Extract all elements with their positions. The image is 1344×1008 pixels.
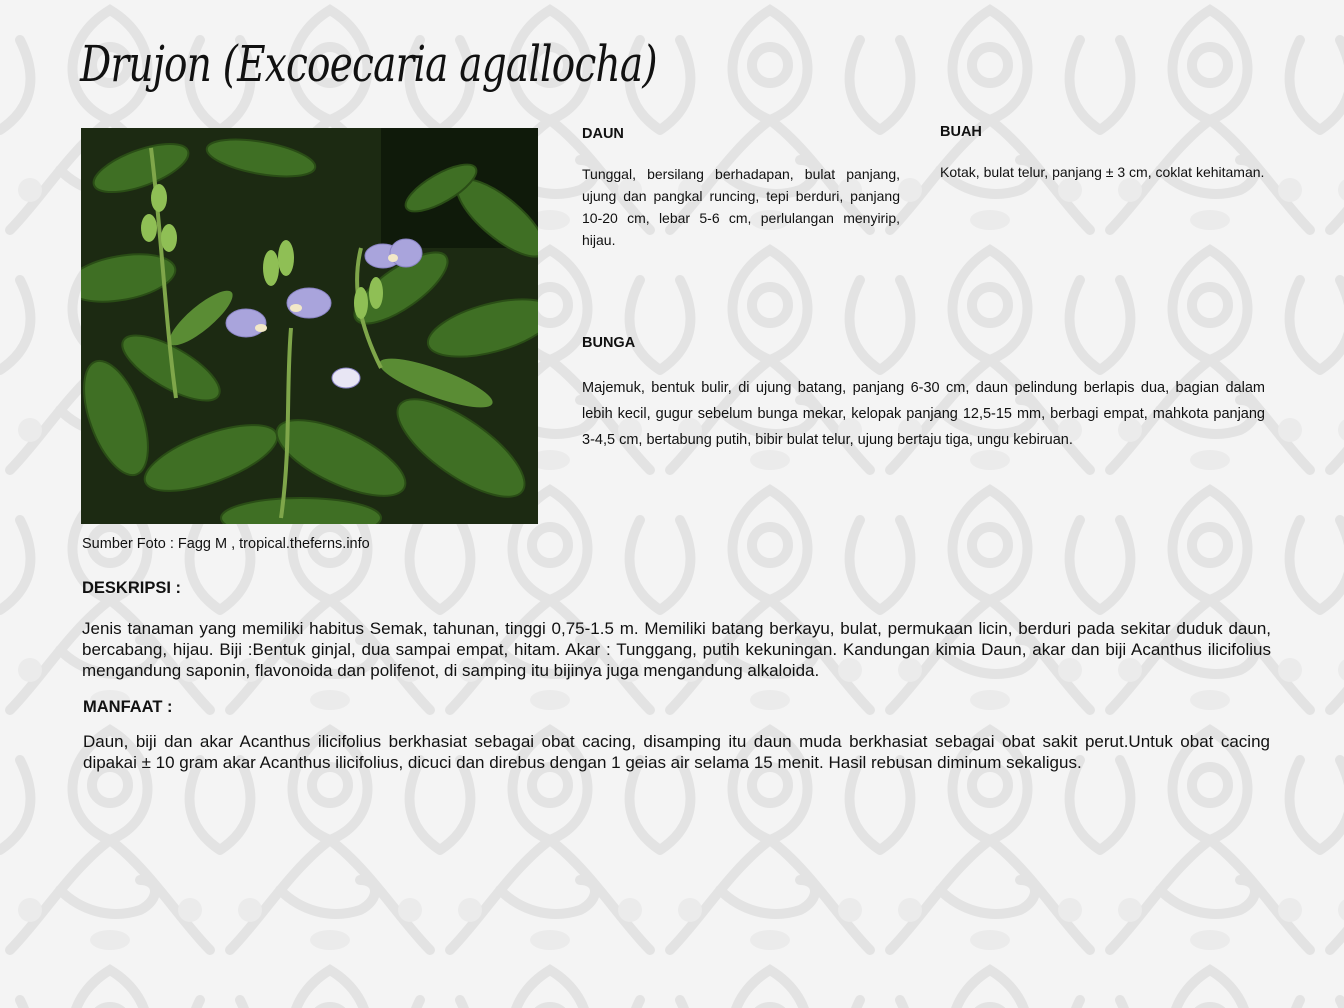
plant-photo: [81, 128, 538, 524]
deskripsi-label: DESKRIPSI :: [82, 579, 182, 597]
manfaat-text: Daun, biji dan akar Acanthus ilicifolius berkhasiat sebagai obat cacing, disamping itu daun muda berkhasiat sebagai obat sakit perut.Untuk obat cacing dipakai ± 10 gram akar Acanthus ilicifolius, dicuci dan direbus dengan 1 geias air selama 15 menit. Hasil rebusan diminum sekaligus.: [83, 732, 1270, 772]
photo-credit: Sumber Foto : Fagg M , tropical.theferns.info: [82, 536, 370, 552]
bunga-text: Majemuk, bentuk bulir, di ujung batang, panjang 6-30 cm, daun pelindung berlapis dua, bagian dalam lebih kecil, gugur sebelum bunga mekar, kelopak panjang 12,5-15 mm, berbagi empat, mahkota panjang 3-4,5 cm, bertabung putih, bibir bulat telur, ujung bertaju tiga, ungu kebiruan.: [582, 380, 1265, 448]
deskripsi-text: Jenis tanaman yang memiliki habitus Semak, tahunan, tinggi 0,75-1.5 m. Memiliki batang berkayu, bulat, permukaan licin, berduri pada sekitar duduk daun, bercabang, hijau. Biji :Bentuk ginjal, dua sampai empat, hitam. Akar : Tunggang, putih kekuningan. Kandungan kimia Daun, akar dan biji Acanthus ilicifolius mengandung saponin, flavonoida dan polifenot, di samping itu bijinya juga mengandung alkaloida.: [82, 619, 1271, 680]
buah-label: BUAH: [940, 124, 982, 140]
daun-label: DAUN: [582, 126, 624, 142]
manfaat-label: MANFAAT :: [83, 698, 173, 716]
buah-text: Kotak, bulat telur, panjang ± 3 cm, coklat kehitaman.: [940, 164, 1265, 180]
page-title: Drujon (Excoecaria agallocha): [80, 35, 657, 93]
daun-text: Tunggal, bersilang berhadapan, bulat panjang, ujung dan pangkal runcing, tepi berduri, panjang 10-20 cm, lebar 5-6 cm, perlulangan menyirip, hijau.: [582, 166, 900, 248]
bunga-label: BUNGA: [582, 335, 636, 351]
